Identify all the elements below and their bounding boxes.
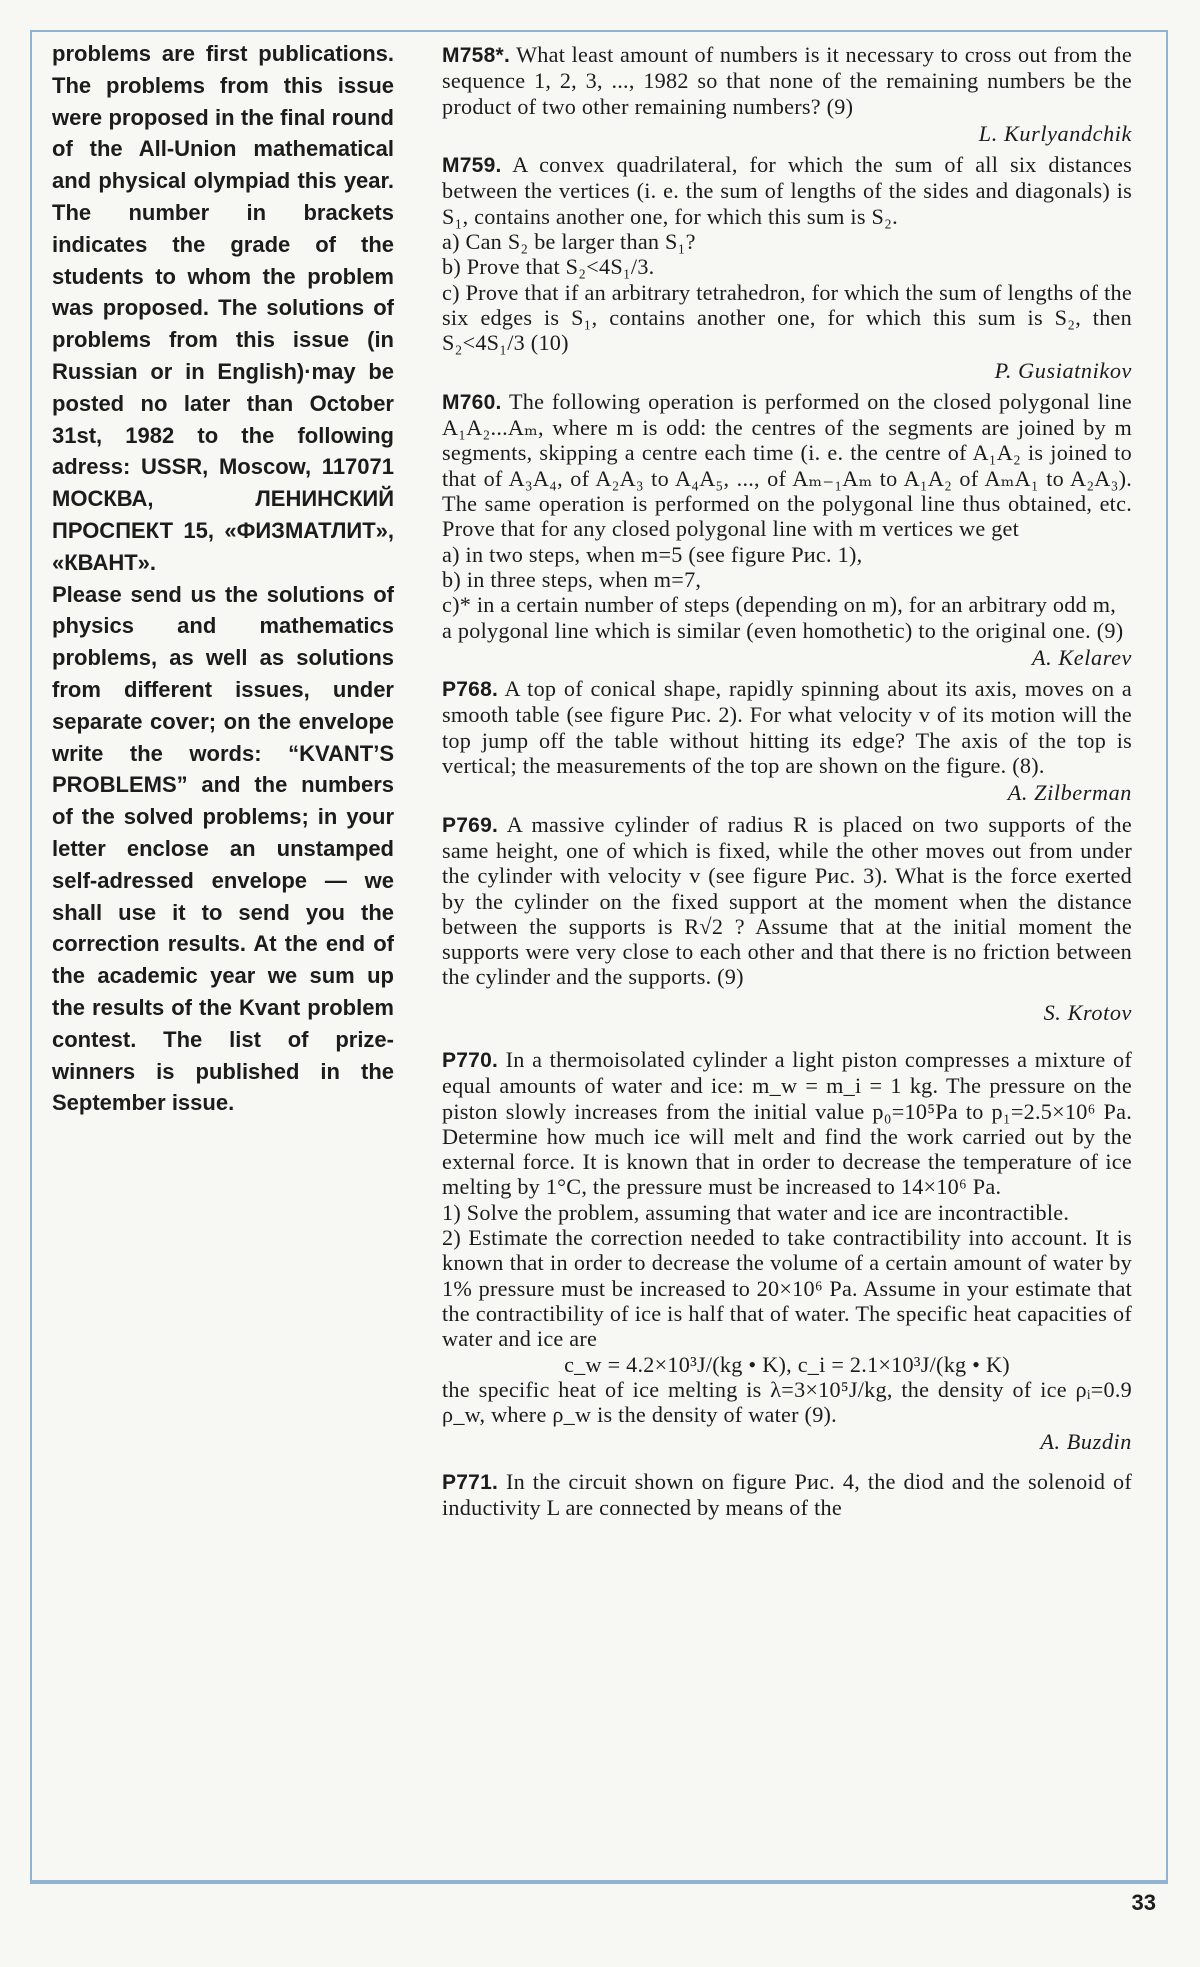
problem-p768: [442, 676, 1132, 805]
problem-p769: [442, 812, 1132, 1025]
problem-text: In the circuit shown on figure Рис. 4, the diod and the solenoid of inductivity L are connected by means of the: [442, 1468, 1132, 1521]
problems-column: [442, 42, 1132, 1521]
problem-part-b: b) in three steps, when m=7,: [442, 566, 702, 592]
left-column: [52, 38, 394, 1119]
problem-m760: [442, 389, 1132, 670]
problem-text: What least amount of numbers is it necessary to cross out from the sequence 1, 2, 3, ..., 1982 so that none of the remaining numbers be the product of two other remaining numbers? (9): [442, 42, 1132, 119]
problem-part-1: 1) Solve the problem, assuming that water and ice are incontractible.: [442, 1199, 1070, 1225]
problem-part-c: c) Prove that if an arbitrary tetrahedron, for which the sum of lengths of the six edges is S₁, contains another one, for which this sum is S₂, then S₂<4S₁/3 (10): [442, 279, 1132, 356]
problem-author: A. Kelarev: [1031, 644, 1132, 670]
problem-number: M760.: [442, 390, 502, 414]
page-number: 33: [1131, 1890, 1156, 1915]
problem-part-a: a) Can S₂ be larger than S₁?: [442, 229, 696, 255]
problem-part-a: a) in two steps, when m=5 (see figure Рис. 1),: [442, 541, 863, 567]
problem-part-b: b) Prove that S₂<4S₁/3.: [442, 254, 655, 280]
problem-text: In a thermoisolated cylinder a light piston compresses a mixture of equal amounts of water and ice: m_w = m_i = 1 kg. The pressure on the piston slowly increases from the initial value p₀=10⁵Pa to p₁=2.5×10⁶ Pa. Determine how much ice will melt and find the work carried out by the external force. It is known that in order to decrease the temperature of ice melting by 1°C, the pressure must be increased to 14×10⁶ Pa.: [442, 1046, 1132, 1200]
problem-text: A massive cylinder of radius R is placed on two supports of the same height, one of which is fixed, while the other moves out from under the cylinder with velocity v (see figure Рис. 3). What is the force exerted by the cylinder on the fixed support at the moment when the distance between the supports is R√2 ? Assume that at the initial moment the supports were very close to each other and that there is no friction between the cylinder and the supports. (9): [442, 811, 1132, 990]
problem-author: A. Zilberman: [1007, 780, 1132, 806]
problem-part-2: 2) Estimate the correction needed to take contractibility into account. It is known that in order to decrease the volume of a certain amount of water by 1% pressure must be increased to 20×10⁶ Pa. Assume in your estimate that the contractibility of ice is half that of water. The specific heat capacities of water and ice are: [442, 1225, 1132, 1352]
problem-text: The following operation is performed on the closed polygonal line A₁A₂...Aₘ, where m is odd: the centres of the segments are joined by m segments, skipping a centre each time (i. e. the centre of A₁A₂ is joined to that of A₃A₄, of A₂A₃ to A₄A₅, ..., of Aₘ₋₁Aₘ to A₁A₂ of AₘA₁ to A₂A₃). The same operation is performed on the polygonal line thus obtained, etc. Prove that for any closed polygonal line with m vertices we get: [442, 388, 1132, 542]
problem-part-c: c)* in a certain number of steps (depending on m), for an arbitrary odd m,: [442, 592, 1117, 618]
problem-number: P768.: [442, 678, 499, 702]
bottom-rule: [30, 1882, 1168, 1884]
problem-number: M758*.: [442, 44, 511, 67]
problem-p771: [442, 1469, 1132, 1521]
problem-continuation: the specific heat of ice melting is λ=3×10⁵J/kg, the density of ice ρᵢ=0.9 ρ_w, where ρ_w is the density of water (9).: [442, 1376, 1132, 1428]
instructions-paragraph: Please send us the solutions of physics and mathematics problems, as well as solutions from different issues, under separate cover; on the envelope write the words: “KVANT’S PROBLEMS” and the numbers of the solved problems; in your letter enclose an unstamped self-adressed envelope — we shall use it to send you the correction results. At the end of the academic year we sum up the results of the Kvant problem contest. The list of prize-winners is published in the September issue.: [52, 581, 394, 1116]
problem-m758: [442, 42, 1132, 146]
problem-author: S. Krotov: [1043, 999, 1132, 1025]
problem-p770: [442, 1047, 1132, 1455]
problem-author: P. Gusiatnikov: [994, 357, 1132, 383]
intro-paragraph: problems are first publications. The problems from this issue were proposed in the final round of the All-Union mathematical and physical olympiad this year. The number in brackets indicates the grade of the students to whom the problem was proposed. The solutions of problems from this issue (in Russian or in English)·may be posted no later than October 31st, 1982 to the following adress: USSR, Moscow, 117071 МОСКВА, ЛЕНИНСКИЙ ПРОСПЕКТ 15, «ФИЗМАТЛИТ», «КВАНТ».: [52, 41, 394, 575]
heat-capacity-formula: c_w = 4.2×10³J/(kg • K), c_i = 2.1×10³J/(kg • K): [564, 1351, 1010, 1377]
problem-text: A convex quadrilateral, for which the sum of all six distances between the vertices (i. e. the sum of lengths of the sides and diagonals) is S₁, contains another one, for which this sum is S₂.: [442, 152, 1132, 229]
problem-number: P769.: [442, 813, 499, 837]
problem-author: L. Kurlyandchik: [978, 120, 1132, 146]
problem-conclusion: a polygonal line which is similar (even homothetic) to the original one. (9): [442, 617, 1124, 643]
problem-text: A top of conical shape, rapidly spinning about its axis, moves on a smooth table (see figure Рис. 2). For what velocity v of its motion will the top jump off the table without hitting its edge? The axis of the top is vertical; the measurements of the top are shown on the figure. (8).: [442, 676, 1132, 779]
problem-m759: [442, 152, 1132, 383]
problem-number: P771.: [442, 1470, 499, 1494]
problem-number: P770.: [442, 1048, 499, 1072]
problem-author: A. Buzdin: [1040, 1429, 1132, 1455]
problem-number: M759.: [442, 154, 502, 178]
